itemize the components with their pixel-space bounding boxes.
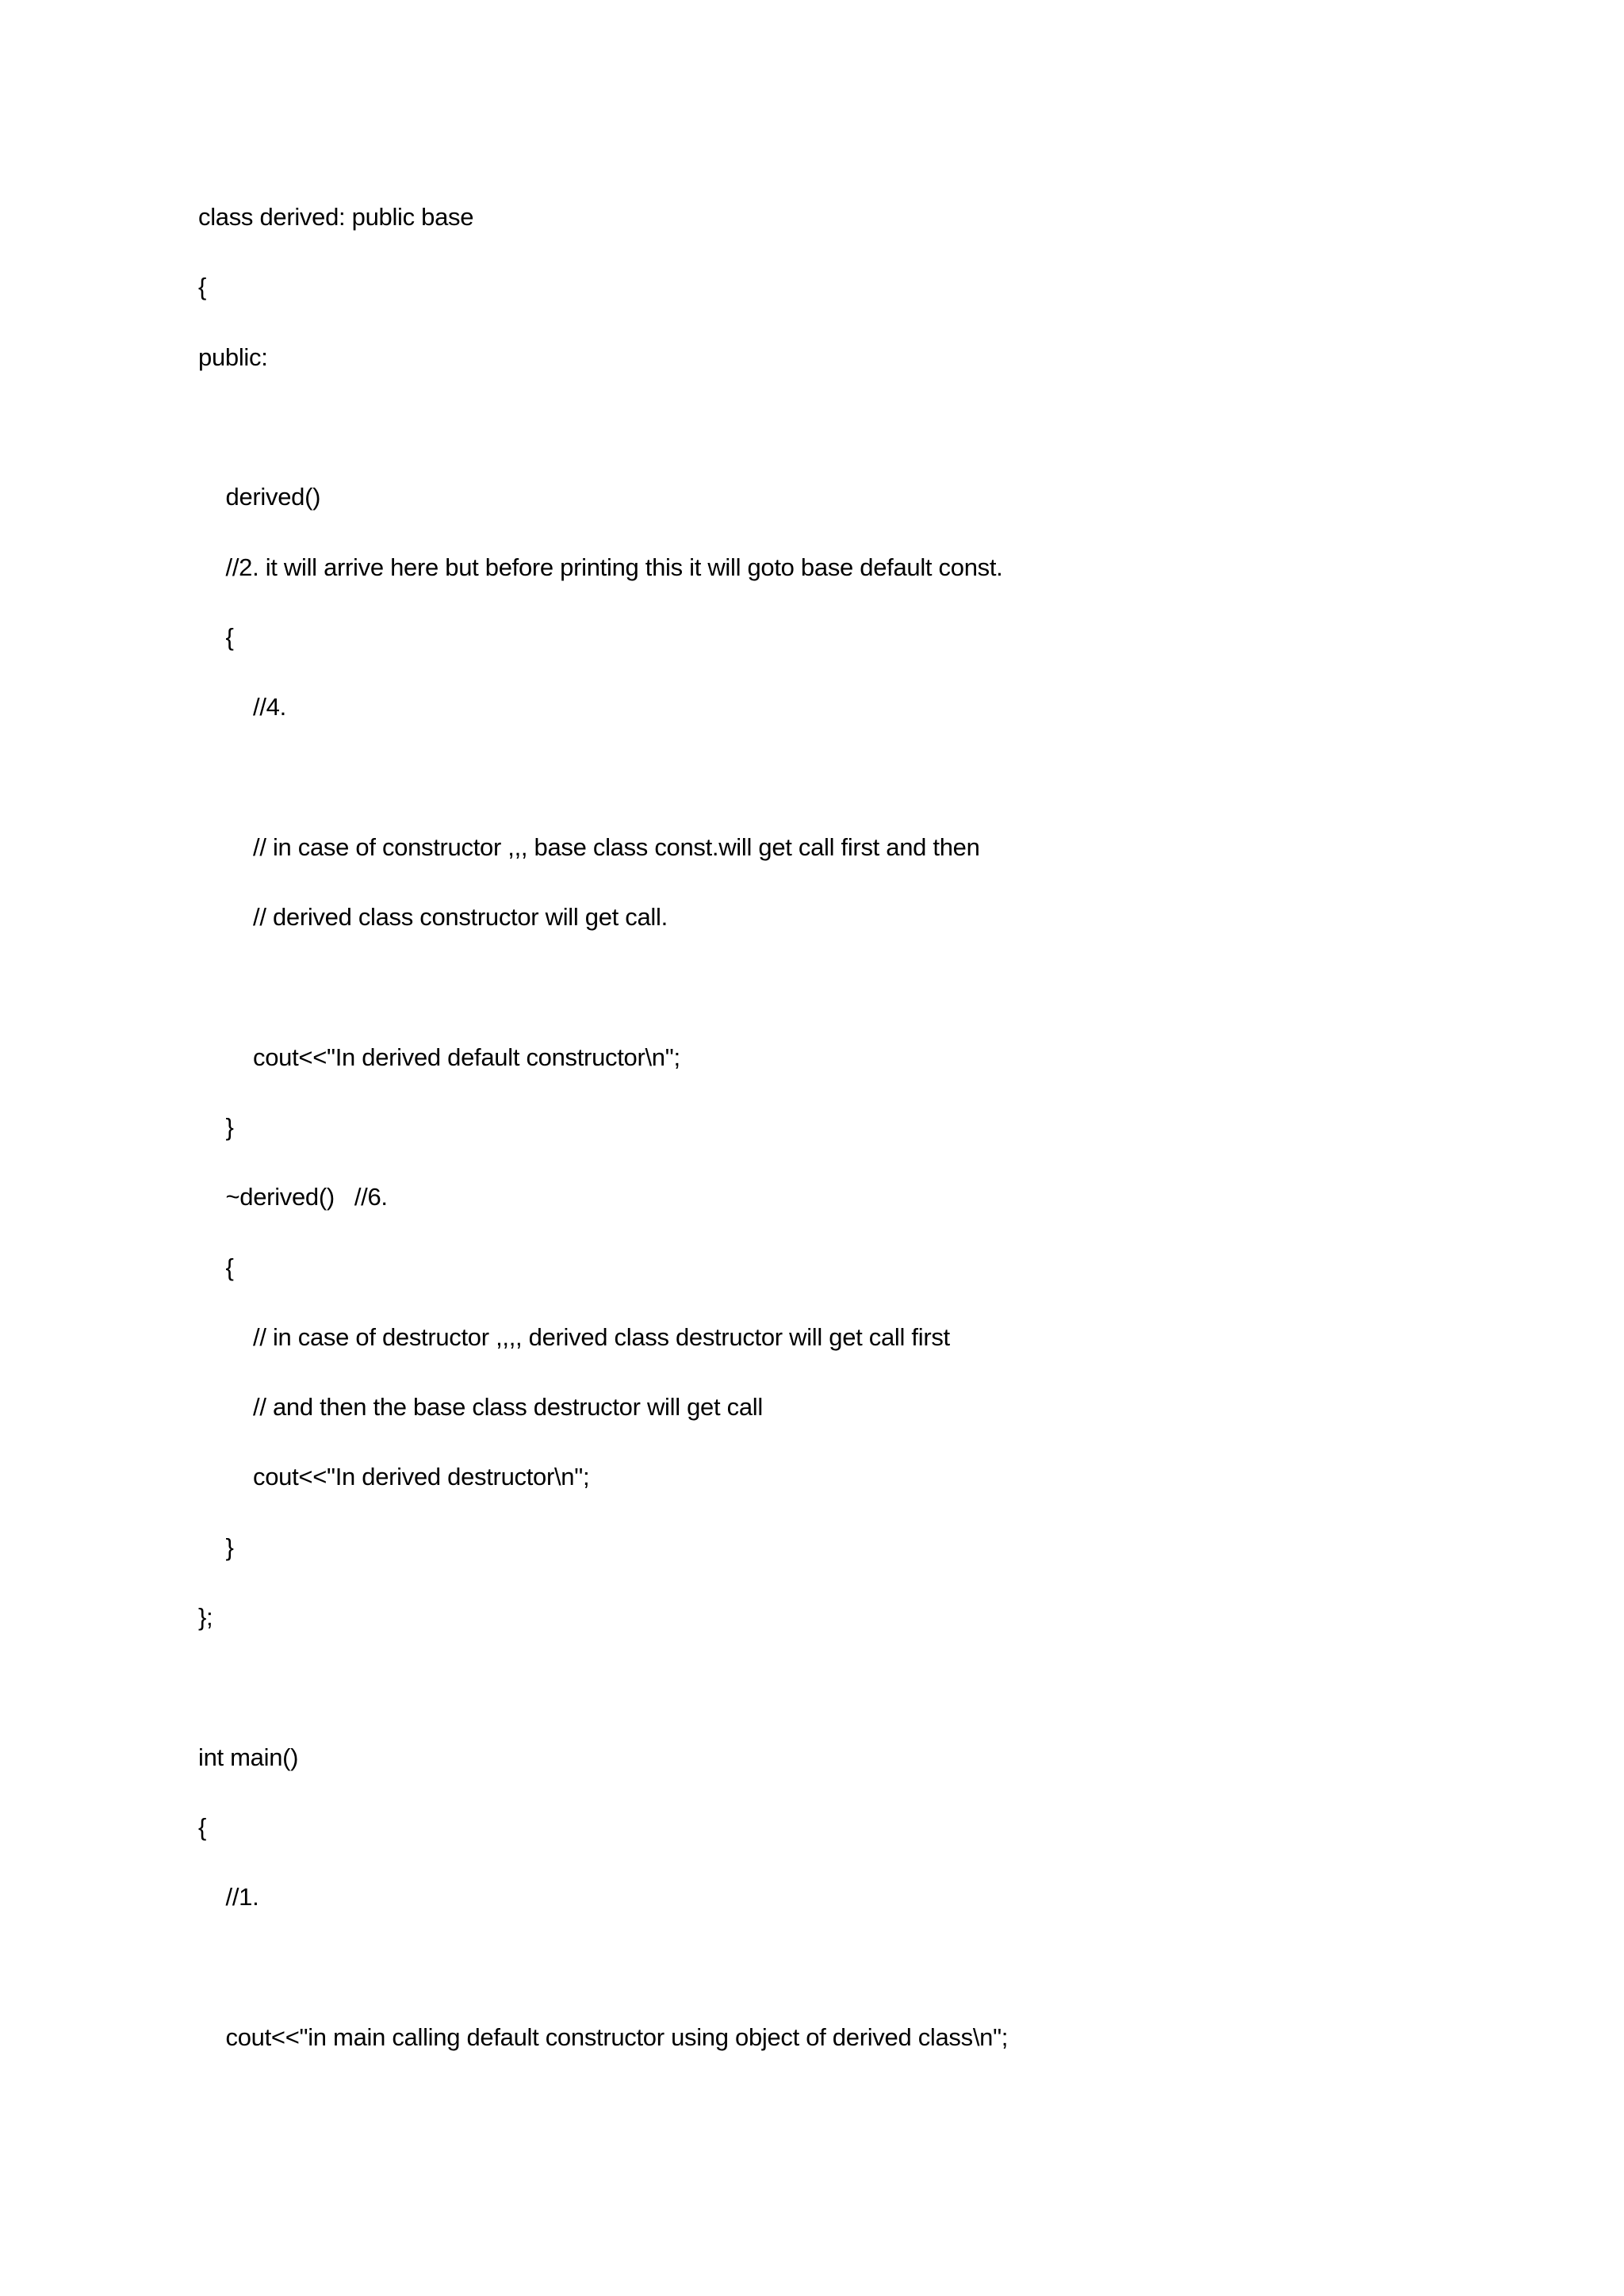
code-line: { — [225, 1253, 234, 1281]
code-line: //4. — [253, 693, 286, 721]
code-line: class derived: public base — [198, 203, 474, 231]
code-line: { — [225, 622, 234, 651]
code-line: int main() — [198, 1743, 299, 1771]
code-line: ~derived() //6. — [225, 1183, 388, 1211]
code-line: { — [198, 1812, 207, 1841]
code-line: // and then the base class destructor will get call — [253, 1393, 763, 1422]
code-line: //1. — [225, 1883, 259, 1911]
code-line: // in case of destructor ,,,, derived class destructor will get call first — [253, 1322, 950, 1351]
code-line: public: — [198, 342, 268, 371]
code-line: } — [225, 1112, 234, 1141]
code-line: cout<<"in main calling default constructor using object of derived class\n"; — [225, 2022, 1009, 2051]
code-line: //2. it will arrive here but before printing this it will goto base default const. — [225, 553, 1003, 581]
code-line: // derived class constructor will get call. — [253, 903, 668, 931]
code-line: // in case of constructor ,,, base class const.will get call first and then — [253, 832, 980, 861]
code-line: }; — [198, 1603, 213, 1631]
code-line: derived() — [225, 483, 321, 511]
code-line: cout<<"In derived destructor\n"; — [253, 1463, 590, 1491]
code-line: cout<<"In derived default constructor\n"; — [253, 1043, 680, 1071]
code-line: } — [225, 1533, 234, 1561]
code-line: { — [198, 273, 207, 301]
